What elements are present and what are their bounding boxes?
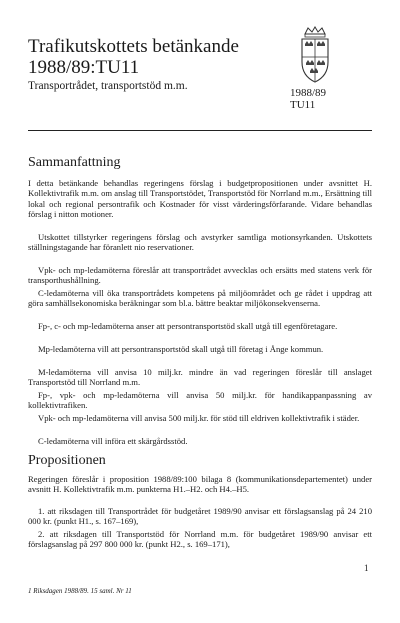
section-heading-propositionen: Propositionen [28,453,106,468]
coat-of-arms-icon [295,26,335,86]
summary-paragraph: Fp-, c- och mp-ledamöterna anser att persontransportstöd skall utgå till egenföretagare. [38,321,338,331]
summary-paragraph: Vpk- och mp-ledamöterna föreslår att transportrådet avvecklas och ersätts med statens verk för transporthushållning. [28,265,372,286]
reference-year: 1988/89 [290,87,327,99]
section-heading-sammanfattning: Sammanfattning [28,155,121,170]
summary-paragraph: Fp-, vpk- och mp-ledamöterna vill anvisa 50 milj.kr. för handikappanpassning av kollektivtrafiken. [28,390,372,411]
page-footer: 1 Riksdagen 1988/89. 15 saml. Nr 11 [28,587,132,595]
summary-paragraph: Vpk- och mp-ledamöterna vill anvisa 500 milj.kr. för stöd till eldriven kollektivtrafik i städer. [38,413,360,423]
summary-paragraph: Mp-ledamöterna vill att persontransportstöd skall utgå till företag i Ånge kommun. [38,344,324,354]
title-line-2: 1988/89:TU11 [28,57,140,78]
proposition-paragraph: 1. att riksdagen till Transportrådet för budgetåret 1989/90 anvisar ett förslagsanslag på 24 210 000 kr. (punkt H1., s. 167–169), [28,506,372,527]
summary-paragraph: I detta betänkande behandlas regeringens förslag i budgetpropositionen under avsnittet H. Kollektivtrafik m.m. om anslag till Transportstödet, Transportstöd för Norrland m.m., Ersättning till lokal och regional persontrafik och Kostnader för visst värderingsförfarande. Vidare behandlas förslag i nitton motioner. [28,178,372,220]
document-subtitle: Transportrådet, transportstöd m.m. [28,80,188,92]
summary-paragraph: C-ledamöterna vill införa ett skärgårdsstöd. [38,436,188,446]
reference-code: TU11 [290,99,316,111]
header-divider [28,130,372,131]
document-reference [290,87,326,111]
document-title [28,36,288,78]
proposition-paragraph: Regeringen föreslår i proposition 1988/89:100 bilaga 8 (kommunikationsdepartementet) under avsnitt H. Kollektivtrafik m.m. punkterna H1.–H2. och H4.–H5. [28,474,372,495]
page-number: 1 [364,563,369,573]
proposition-paragraph: 2. att riksdagen till Transportstöd för Norrland m.m. för budgetåret 1989/90 anvisar ett förslagsanslag på 297 800 000 kr. (punkt H2., s. 169–171), [28,529,372,550]
summary-paragraph: Utskottet tillstyrker regeringens förslag och avstyrker samtliga motionsyrkanden. Utskottets ställningstagande har föranlett nio reservationer. [28,232,372,253]
summary-paragraph: C-ledamöterna vill öka transportrådets kompetens på miljöområdet och ge rådet i uppdrag att göra samhällsekonomiska beräkningar som bl.a. bättre beaktar miljökonsekvenserna. [28,288,372,309]
title-line-1: Trafikutskottets betänkande [28,36,239,57]
summary-paragraph: M-ledamöterna vill anvisa 10 milj.kr. mindre än vad regeringen föreslår till anslaget Transportstöd till Norrland m.m. [28,367,372,388]
